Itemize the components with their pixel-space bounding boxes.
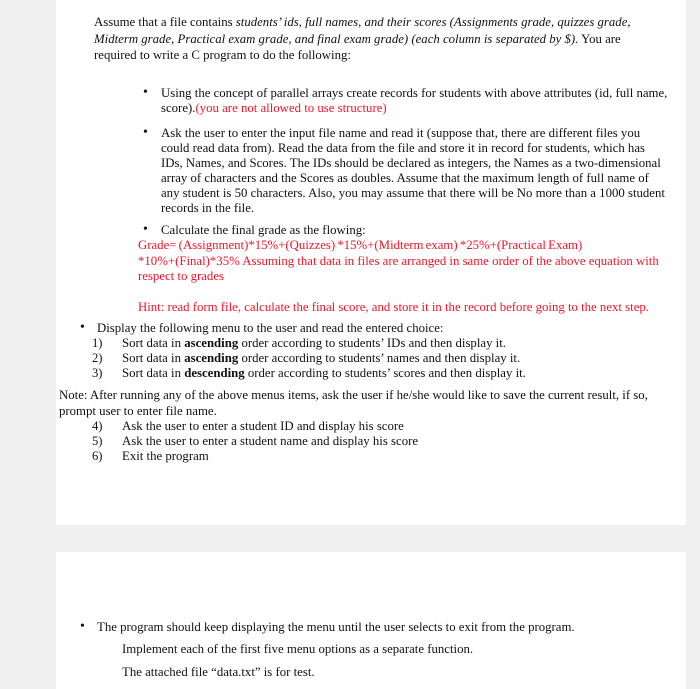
menu-item-3-number: 3) xyxy=(92,366,103,380)
menu-item-1: Sort data in ascending order according to students’ IDs and then display it. xyxy=(122,336,506,350)
bullet-2-line-3: IDs, Names, and Scores. The IDs should be declared as integers, the Names as a two-dimensional xyxy=(161,156,661,170)
note-line-2: prompt user to enter file name. xyxy=(59,404,217,418)
bullet-1-marker: • xyxy=(143,85,148,100)
menu-item-4-number: 4) xyxy=(92,419,103,433)
bullet-2-line-2: could read data from). Read the data from the file and store it in record for students, which has xyxy=(161,141,645,155)
grade-formula-line-1: Grade= (Assignment)*15%+(Quizzes) *15%+(Midterm exam) *25%+(Practical Exam) xyxy=(138,238,583,252)
bullet-2-line-6: records in the file. xyxy=(161,201,255,215)
bullet-2-marker: • xyxy=(143,125,148,140)
menu-item-6: Exit the program xyxy=(122,449,209,463)
page2-line-1: The program should keep displaying the menu until the user selects to exit from the program. xyxy=(97,620,575,634)
menu-item-2-number: 2) xyxy=(92,351,103,365)
intro-line-2: Midterm grade, Practical exam grade, and final exam grade) (each column is separated by $). You are xyxy=(94,32,621,46)
menu-intro: Display the following menu to the user and read the entered choice: xyxy=(97,321,444,335)
intro-line-1: Assume that a file contains students’ ids, full names, and their scores (Assignments grade, quizzes grade, xyxy=(94,15,631,29)
menu-item-1-number: 1) xyxy=(92,336,103,350)
page2-bullet-marker: • xyxy=(80,619,85,634)
bullet-2-line-4: array of characters and the Scores as doubles. Assume that the maximum length of full name of xyxy=(161,171,649,185)
menu-item-2: Sort data in ascending order according to students’ names and then display it. xyxy=(122,351,521,365)
hint-text: Hint: read form file, calculate the final score, and store it in the record before going to the next step. xyxy=(138,300,649,314)
menu-item-6-number: 6) xyxy=(92,449,103,463)
bullet-3-line-1: Calculate the final grade as the flowing: xyxy=(161,223,366,237)
menu-item-3: Sort data in descending order according to students’ scores and then display it. xyxy=(122,366,526,380)
document-page-2 xyxy=(56,552,686,689)
intro-line-3: required to write a C program to do the following: xyxy=(94,48,351,62)
bullet-1-line-2: score).(you are not allowed to use structure) xyxy=(161,101,387,115)
menu-item-4: Ask the user to enter a student ID and display his score xyxy=(122,419,404,433)
grade-formula-line-2: *10%+(Final)*35% Assuming that data in files are arranged in same order of the above equation with xyxy=(138,254,659,268)
page2-line-2: Implement each of the first five menu options as a separate function. xyxy=(122,642,474,656)
bullet-3-marker: • xyxy=(143,222,148,237)
grade-formula-line-3: respect to grades xyxy=(138,269,224,283)
bullet-2-line-5: any student is 50 characters. Also, you may assume that there will be No more than a 1000 student xyxy=(161,186,665,200)
menu-item-5: Ask the user to enter a student name and display his score xyxy=(122,434,419,448)
note-line-1: Note: After running any of the above menus items, ask the user if he/she would like to save the current result, if so, xyxy=(59,388,648,402)
bullet-1-line-1: Using the concept of parallel arrays create records for students with above attributes (id, full name, xyxy=(161,86,668,100)
bullet-2-line-1: Ask the user to enter the input file name and read it (suppose that, there are different files you xyxy=(161,126,641,140)
document-page-1 xyxy=(56,0,686,525)
page2-line-3: The attached file “data.txt” is for test. xyxy=(122,665,315,679)
menu-bullet-marker: • xyxy=(80,320,85,335)
menu-item-5-number: 5) xyxy=(92,434,103,448)
